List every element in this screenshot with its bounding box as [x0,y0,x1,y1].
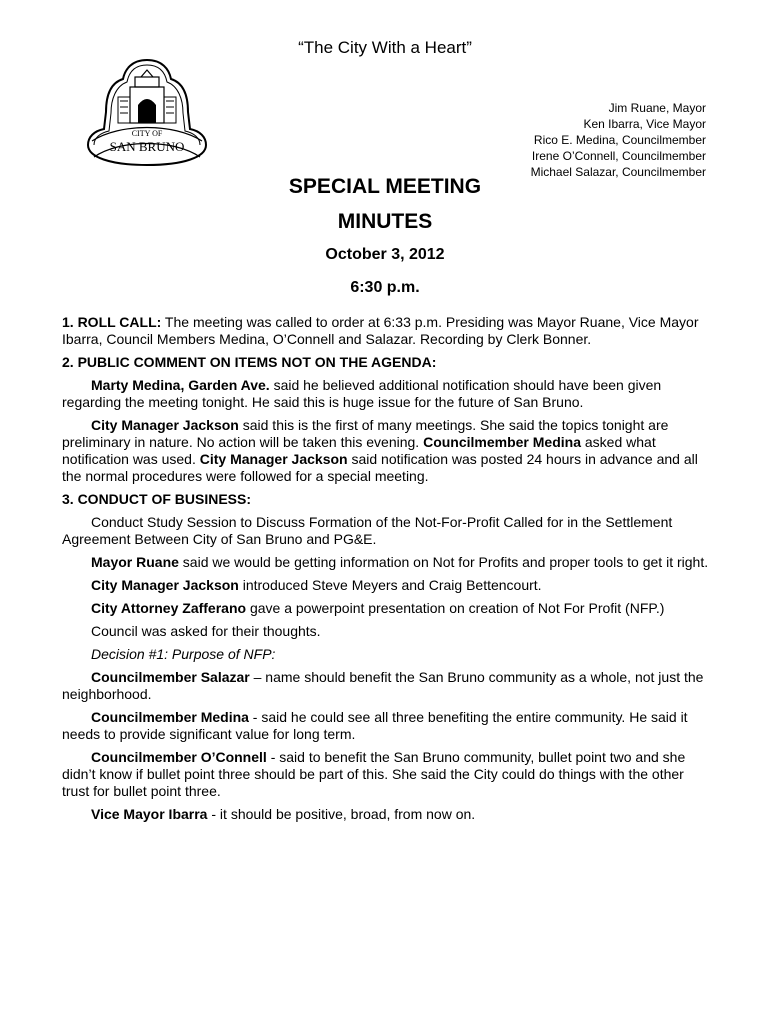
business-paragraph-2 [62,577,714,594]
business-heading: 3. CONDUCT OF BUSINESS: [62,491,252,507]
speaker-name: Councilmember Medina [423,434,581,450]
speaker-text: said we would be getting information on Not for Profits and proper tools to get it right. [178,554,709,570]
speaker-name: Councilmember O’Connell [91,749,267,765]
meeting-time: 6:30 p.m. [350,279,420,296]
public-comment-paragraph-2 [62,417,714,485]
business-paragraph-8 [62,806,714,823]
council-member-oconnell: Irene O’Connell, Councilmember [531,149,706,163]
speaker-text: asked what notification was used. [62,434,656,467]
minutes-body [62,314,714,829]
council-member-medina: Rico E. Medina, Councilmember [533,133,706,147]
business-paragraph-3 [62,600,714,617]
document-title-line1: SPECIAL MEETING [288,175,482,198]
speaker-text: - it should be positive, broad, from now on. [207,806,476,822]
public-comment-paragraph-1 [62,377,714,411]
speaker-name: Vice Mayor Ibarra [91,806,208,822]
speaker-text: gave a powerpoint presentation on creation of Not For Profit (NFP.) [246,600,665,616]
speaker-name: Councilmember Salazar [91,669,250,685]
speaker-text: - said to benefit the San Bruno community, bullet point two and she didn’t know if bullet point three should be part of this. She said the City could do things with the other trust for bullet point three. [62,749,686,799]
council-list [531,100,706,180]
speaker-text: said this is the first of many meetings. She said the topics tonight are preliminary in nature. No action will be taken this evening. [62,417,669,450]
speaker-text: said notification was posted 24 hours in advance and all the normal procedures were followed for a special meeting. [62,451,698,484]
speaker-name: Mayor Ruane [91,554,179,570]
public-comment-heading: 2. PUBLIC COMMENT ON ITEMS NOT ON THE AGENDA: [62,354,437,370]
meeting-date: October 3, 2012 [325,246,445,263]
business-intro: Conduct Study Session to Discuss Formation of the Not-For-Profit Called for in the Settlement Agreement Between City of San Bruno and PG&E. [62,514,673,547]
roll-call-paragraph [62,314,714,348]
business-paragraph-6 [62,709,714,743]
council-member-vice-mayor: Ken Ibarra, Vice Mayor [583,117,706,131]
speaker-text: – name should benefit the San Bruno community as a whole, not just the neighborhood. [62,669,704,702]
speaker-name: City Attorney Zafferano [91,600,247,616]
business-paragraph-5 [62,669,714,703]
decision-heading: Decision #1: Purpose of NFP: [91,646,276,662]
document-title-line2: MINUTES [337,210,433,233]
roll-call-label: 1. ROLL CALL: [62,314,162,330]
business-paragraph-7 [62,749,714,800]
seal-text-city-of: CITY OF [131,129,163,138]
business-paragraph-4: Council was asked for their thoughts. [91,623,321,639]
speaker-name: City Manager Jackson [199,451,348,467]
speaker-name: Marty Medina, Garden Ave. [91,377,270,393]
speaker-text: introduced Steve Meyers and Craig Bettencourt. [238,577,542,593]
business-paragraph-1 [62,554,714,571]
speaker-text: - said he could see all three benefiting the entire community. He said it needs to provide significant value for long term. [62,709,688,742]
speaker-name: City Manager Jackson [91,417,239,433]
council-member-mayor: Jim Ruane, Mayor [608,101,706,115]
speaker-name: Councilmember Medina [91,709,249,725]
city-motto: “The City With a Heart” [298,38,472,57]
seal-text-san-bruno: SAN BRUNO [109,139,185,154]
speaker-text: said he believed additional notification should have been given regarding the meeting tonight. He said this is huge issue for the future of San Bruno. [62,377,662,410]
speaker-name: City Manager Jackson [91,577,239,593]
council-member-salazar: Michael Salazar, Councilmember [530,165,706,179]
roll-call-text: The meeting was called to order at 6:33 p.m. Presiding was Mayor Ruane, Vice Mayor Ibarra, Council Members Medina, O’Connell and Salazar. Recording by Clerk Bonner. [62,314,699,347]
city-seal-logo [80,57,215,170]
